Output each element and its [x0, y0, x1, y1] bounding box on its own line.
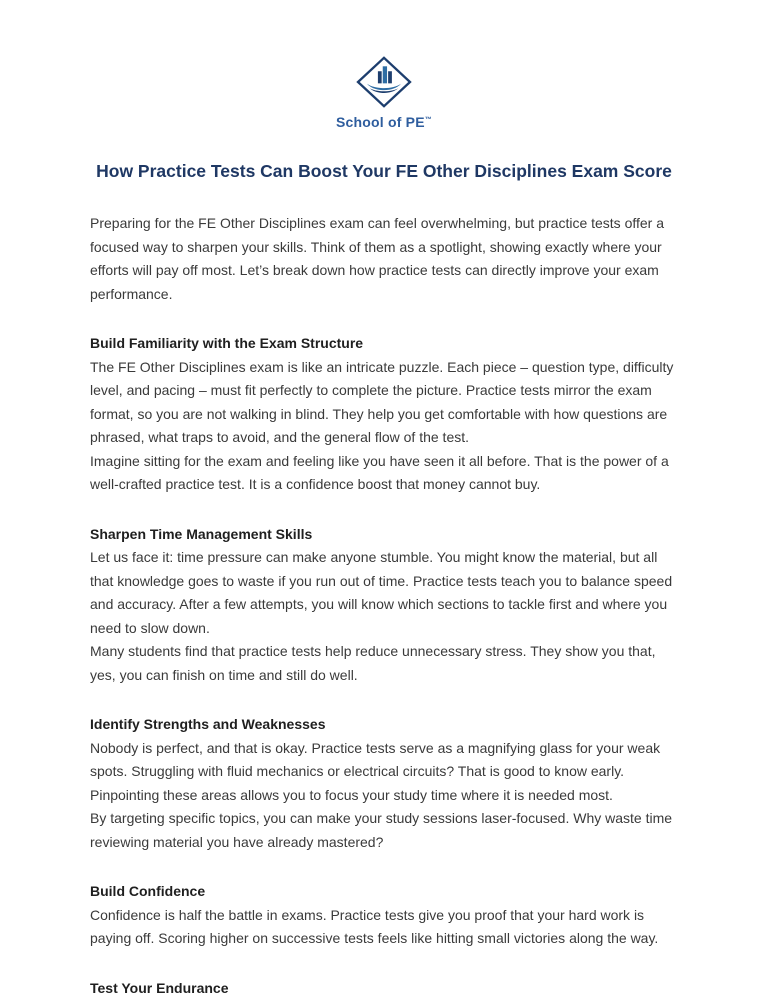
section-paragraph: Many students find that practice tests help reduce unnecessary stress. They show you that, yes, you can finish on time and still do well.: [90, 640, 678, 687]
section-build-confidence: [90, 880, 678, 951]
section-test-endurance: [90, 977, 678, 1000]
section-paragraph: Let us face it: time pressure can make anyone stumble. You might know the material, but all that knowledge goes to waste if you run out of time. Practice tests teach you to balance speed and accuracy. After a few attempts, you will know which sections to tackle first and where you need to slow down.: [90, 546, 678, 640]
section-heading-test-endurance: Test Your Endurance: [90, 977, 678, 1000]
section-strengths-weaknesses: [90, 713, 678, 854]
section-paragraph: Imagine sitting for the exam and feeling like you have seen it all before. That is the power of a well-crafted practice test. It is a confidence boost that money cannot buy.: [90, 450, 678, 497]
page-title: How Practice Tests Can Boost Your FE Other Disciplines Exam Score: [90, 159, 678, 183]
section-heading-strengths-weaknesses: Identify Strengths and Weaknesses: [90, 713, 678, 737]
section-paragraph: Confidence is half the battle in exams. Practice tests give you proof that your hard work is paying off. Scoring higher on successive tests feels like hitting small victories along the way.: [90, 904, 678, 951]
section-paragraph: Nobody is perfect, and that is okay. Practice tests serve as a magnifying glass for your weak spots. Struggling with fluid mechanics or electrical circuits? That is good to know early. Pinpointing these areas allows you to focus your study time where it is needed most.: [90, 737, 678, 808]
logo-text: [90, 115, 678, 129]
section-paragraph: By targeting specific topics, you can make your study sessions laser-focused. Why waste time reviewing material you have already mastered?: [90, 807, 678, 854]
section-time-management: [90, 523, 678, 688]
section-exam-structure: [90, 332, 678, 497]
section-heading-exam-structure: Build Familiarity with the Exam Structure: [90, 332, 678, 356]
section-heading-time-management: Sharpen Time Management Skills: [90, 523, 678, 547]
logo: [90, 56, 678, 129]
section-heading-build-confidence: Build Confidence: [90, 880, 678, 904]
diamond-skyline-logo-icon: [355, 56, 413, 108]
intro-paragraph: Preparing for the FE Other Disciplines exam can feel overwhelming, but practice tests offer a focused way to sharpen your skills. Think of them as a spotlight, showing exactly where your efforts will pay off most. Let’s break down how practice tests can directly improve your exam performance.: [90, 212, 678, 306]
logo-name: School of PE: [336, 114, 425, 130]
trademark-symbol: ™: [425, 116, 432, 123]
section-paragraph: The FE Other Disciplines exam is like an intricate puzzle. Each piece – question type, difficulty level, and pacing – must fit perfectly to complete the picture. Practice tests mirror the exam format, so you are not walking in blind. They help you get comfortable with how questions are phrased, what traps to avoid, and the general flow of the test.: [90, 356, 678, 450]
